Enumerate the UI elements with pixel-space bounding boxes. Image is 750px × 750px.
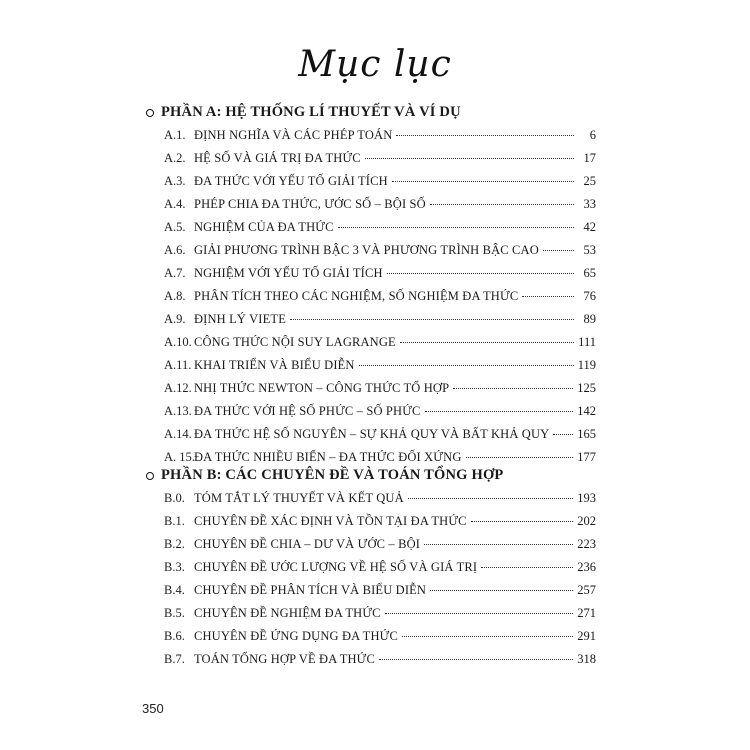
toc-entry-b1[interactable] (164, 514, 596, 532)
entry-page: 165 (577, 427, 596, 441)
dot-leader (387, 273, 574, 274)
entry-label: NGHIỆM CỦA ĐA THỨC (194, 220, 334, 234)
entry-label: ĐA THỨC HỆ SỐ NGUYÊN – SỰ KHẢ QUY VÀ BẤT KHẢ QUY (194, 427, 550, 441)
entry-number: B.3. (164, 560, 185, 574)
entry-number: A.4. (164, 197, 186, 211)
entry-number: B.4. (164, 583, 185, 597)
dot-leader (453, 388, 573, 389)
entry-number: B.6. (164, 629, 185, 643)
entry-number: A.7. (164, 266, 186, 280)
section-heading-part-a (146, 104, 601, 121)
toc-entry-a7[interactable] (164, 266, 596, 284)
entry-label: HỆ SỐ VÀ GIÁ TRỊ ĐA THỨC (194, 151, 361, 165)
entry-page: 318 (577, 652, 596, 666)
entry-page: 33 (583, 197, 596, 211)
toc-entry-a15[interactable] (164, 450, 596, 468)
entry-label: ĐỊNH NGHĨA VÀ CÁC PHÉP TOÁN (194, 128, 393, 142)
entry-number: A.5. (164, 220, 186, 234)
entry-page: 236 (577, 560, 596, 574)
dot-leader (379, 659, 573, 660)
entry-number: B.2. (164, 537, 185, 551)
entry-page: 223 (577, 537, 596, 551)
toc-entry-a1[interactable] (164, 128, 596, 146)
dot-leader (338, 227, 574, 228)
dot-leader (402, 636, 573, 637)
entry-label: ĐA THỨC VỚI HỆ SỐ PHỨC – SỐ PHỨC (194, 404, 421, 418)
entry-label: CHUYÊN ĐỀ XÁC ĐỊNH VÀ TỒN TẠI ĐA THỨC (194, 514, 467, 528)
entry-page: 42 (583, 220, 596, 234)
entry-number: A.13. (164, 404, 192, 418)
dot-leader (430, 590, 573, 591)
entry-page: 6 (589, 128, 596, 142)
toc-entry-a5[interactable] (164, 220, 596, 238)
entry-page: 53 (583, 243, 596, 257)
toc-entry-b4[interactable] (164, 583, 596, 601)
toc-entry-a11[interactable] (164, 358, 596, 376)
dot-leader (385, 613, 574, 614)
entry-label: KHAI TRIỂN VÀ BIỂU DIỄN (194, 358, 355, 372)
toc-entry-a13[interactable] (164, 404, 596, 422)
entry-page: 193 (577, 491, 596, 505)
entry-label: PHÉP CHIA ĐA THỨC, ƯỚC SỐ – BỘI SỐ (194, 197, 426, 211)
entry-number: B.1. (164, 514, 185, 528)
entry-page: 89 (583, 312, 596, 326)
entry-label: PHÂN TÍCH THEO CÁC NGHIỆM, SỐ NGHIỆM ĐA THỨC (194, 289, 519, 303)
entry-label: ĐA THỨC NHIỀU BIẾN – ĐA THỨC ĐỐI XỨNG (194, 450, 462, 464)
entry-number: A.14. (164, 427, 192, 441)
entry-page: 65 (583, 266, 596, 280)
entry-page: 257 (577, 583, 596, 597)
dot-leader (400, 342, 574, 343)
entry-number: A.10. (164, 335, 192, 349)
dot-leader (425, 411, 574, 412)
entry-label: CHUYÊN ĐỀ CHIA – DƯ VÀ ƯỚC – BỘI (194, 537, 421, 551)
entry-number: A.1. (164, 128, 186, 142)
toc-entry-b2[interactable] (164, 537, 596, 555)
entry-number: A. 15. (164, 450, 195, 464)
page-number: 350 (142, 701, 164, 716)
entry-page: 271 (577, 606, 596, 620)
entry-page: 111 (578, 335, 596, 349)
entry-page: 142 (577, 404, 596, 418)
entry-number: B.0. (164, 491, 185, 505)
entry-label: TÓM TẮT LÝ THUYẾT VÀ KẾT QUẢ (194, 491, 404, 505)
entry-page: 125 (577, 381, 596, 395)
toc-entry-b6[interactable] (164, 629, 596, 647)
entry-number: A.3. (164, 174, 186, 188)
entry-number: A.2. (164, 151, 186, 165)
dot-leader (392, 181, 574, 182)
toc-entry-b7[interactable] (164, 652, 596, 670)
toc-entry-a2[interactable] (164, 151, 596, 169)
entry-page: 291 (577, 629, 596, 643)
entry-page: 177 (577, 450, 596, 464)
entry-number: A.6. (164, 243, 186, 257)
entry-label: CHUYÊN ĐỀ PHÂN TÍCH VÀ BIỂU DIỄN (194, 583, 427, 597)
entry-label: CHUYÊN ĐỀ NGHIỆM ĐA THỨC (194, 606, 381, 620)
entry-page: 76 (583, 289, 596, 303)
toc-entry-a14[interactable] (164, 427, 596, 445)
toc-entry-b0[interactable] (164, 491, 596, 509)
toc-entry-a8[interactable] (164, 289, 596, 307)
toc-entry-b3[interactable] (164, 560, 596, 578)
section-heading-part-b (146, 467, 601, 484)
entry-page: 25 (583, 174, 596, 188)
entry-number: B.5. (164, 606, 185, 620)
toc-entry-a3[interactable] (164, 174, 596, 192)
dot-leader (290, 319, 574, 320)
entry-label: NGHIỆM VỚI YẾU TỐ GIẢI TÍCH (194, 266, 383, 280)
entry-number: A.11. (164, 358, 192, 372)
toc-entry-a12[interactable] (164, 381, 596, 399)
entry-label: GIẢI PHƯƠNG TRÌNH BẬC 3 VÀ PHƯƠNG TRÌNH BẬC CAO (194, 243, 539, 257)
entry-number: A.12. (164, 381, 192, 395)
entry-number: A.8. (164, 289, 186, 303)
entry-number: B.7. (164, 652, 185, 666)
section-heading-text: PHẦN B: CÁC CHUYÊN ĐỀ VÀ TOÁN TỔNG HỢP (161, 467, 504, 483)
dot-leader (553, 434, 573, 435)
entry-label: NHỊ THỨC NEWTON – CÔNG THỨC TỔ HỢP (194, 381, 450, 395)
toc-entry-b5[interactable] (164, 606, 596, 624)
toc-entry-a10[interactable] (164, 335, 596, 353)
toc-entry-a4[interactable] (164, 197, 596, 215)
dot-leader (365, 158, 574, 159)
entry-page: 119 (577, 358, 596, 372)
entry-page: 17 (583, 151, 596, 165)
entry-label: CÔNG THỨC NỘI SUY LAGRANGE (194, 335, 396, 349)
entry-label: TOÁN TỔNG HỢP VỀ ĐA THỨC (194, 652, 376, 666)
toc-entry-a6[interactable] (164, 243, 596, 261)
entry-label: ĐỊNH LÝ VIETE (194, 312, 286, 326)
dot-leader (522, 296, 574, 297)
dot-leader (408, 498, 573, 499)
entry-label: CHUYÊN ĐỀ ƯỚC LƯỢNG VỀ HỆ SỐ VÀ GIÁ TRỊ (194, 560, 478, 574)
entry-label: ĐA THỨC VỚI YẾU TỐ GIẢI TÍCH (194, 174, 388, 188)
dot-leader (543, 250, 574, 251)
dot-leader (466, 457, 574, 458)
dot-leader (471, 521, 574, 522)
dot-leader (396, 135, 574, 136)
page-title: Mục lục (298, 44, 452, 85)
circle-bullet-icon (146, 109, 154, 117)
dot-leader (481, 567, 573, 568)
entry-number: A.9. (164, 312, 186, 326)
toc-entry-a9[interactable] (164, 312, 596, 330)
dot-leader (359, 365, 574, 366)
section-heading-text: PHẦN A: HỆ THỐNG LÍ THUYẾT VÀ VÍ DỤ (161, 104, 461, 120)
dot-leader (430, 204, 574, 205)
dot-leader (424, 544, 573, 545)
circle-bullet-icon (146, 472, 154, 480)
entry-page: 202 (577, 514, 596, 528)
entry-label: CHUYÊN ĐỀ ỨNG DỤNG ĐA THỨC (194, 629, 398, 643)
